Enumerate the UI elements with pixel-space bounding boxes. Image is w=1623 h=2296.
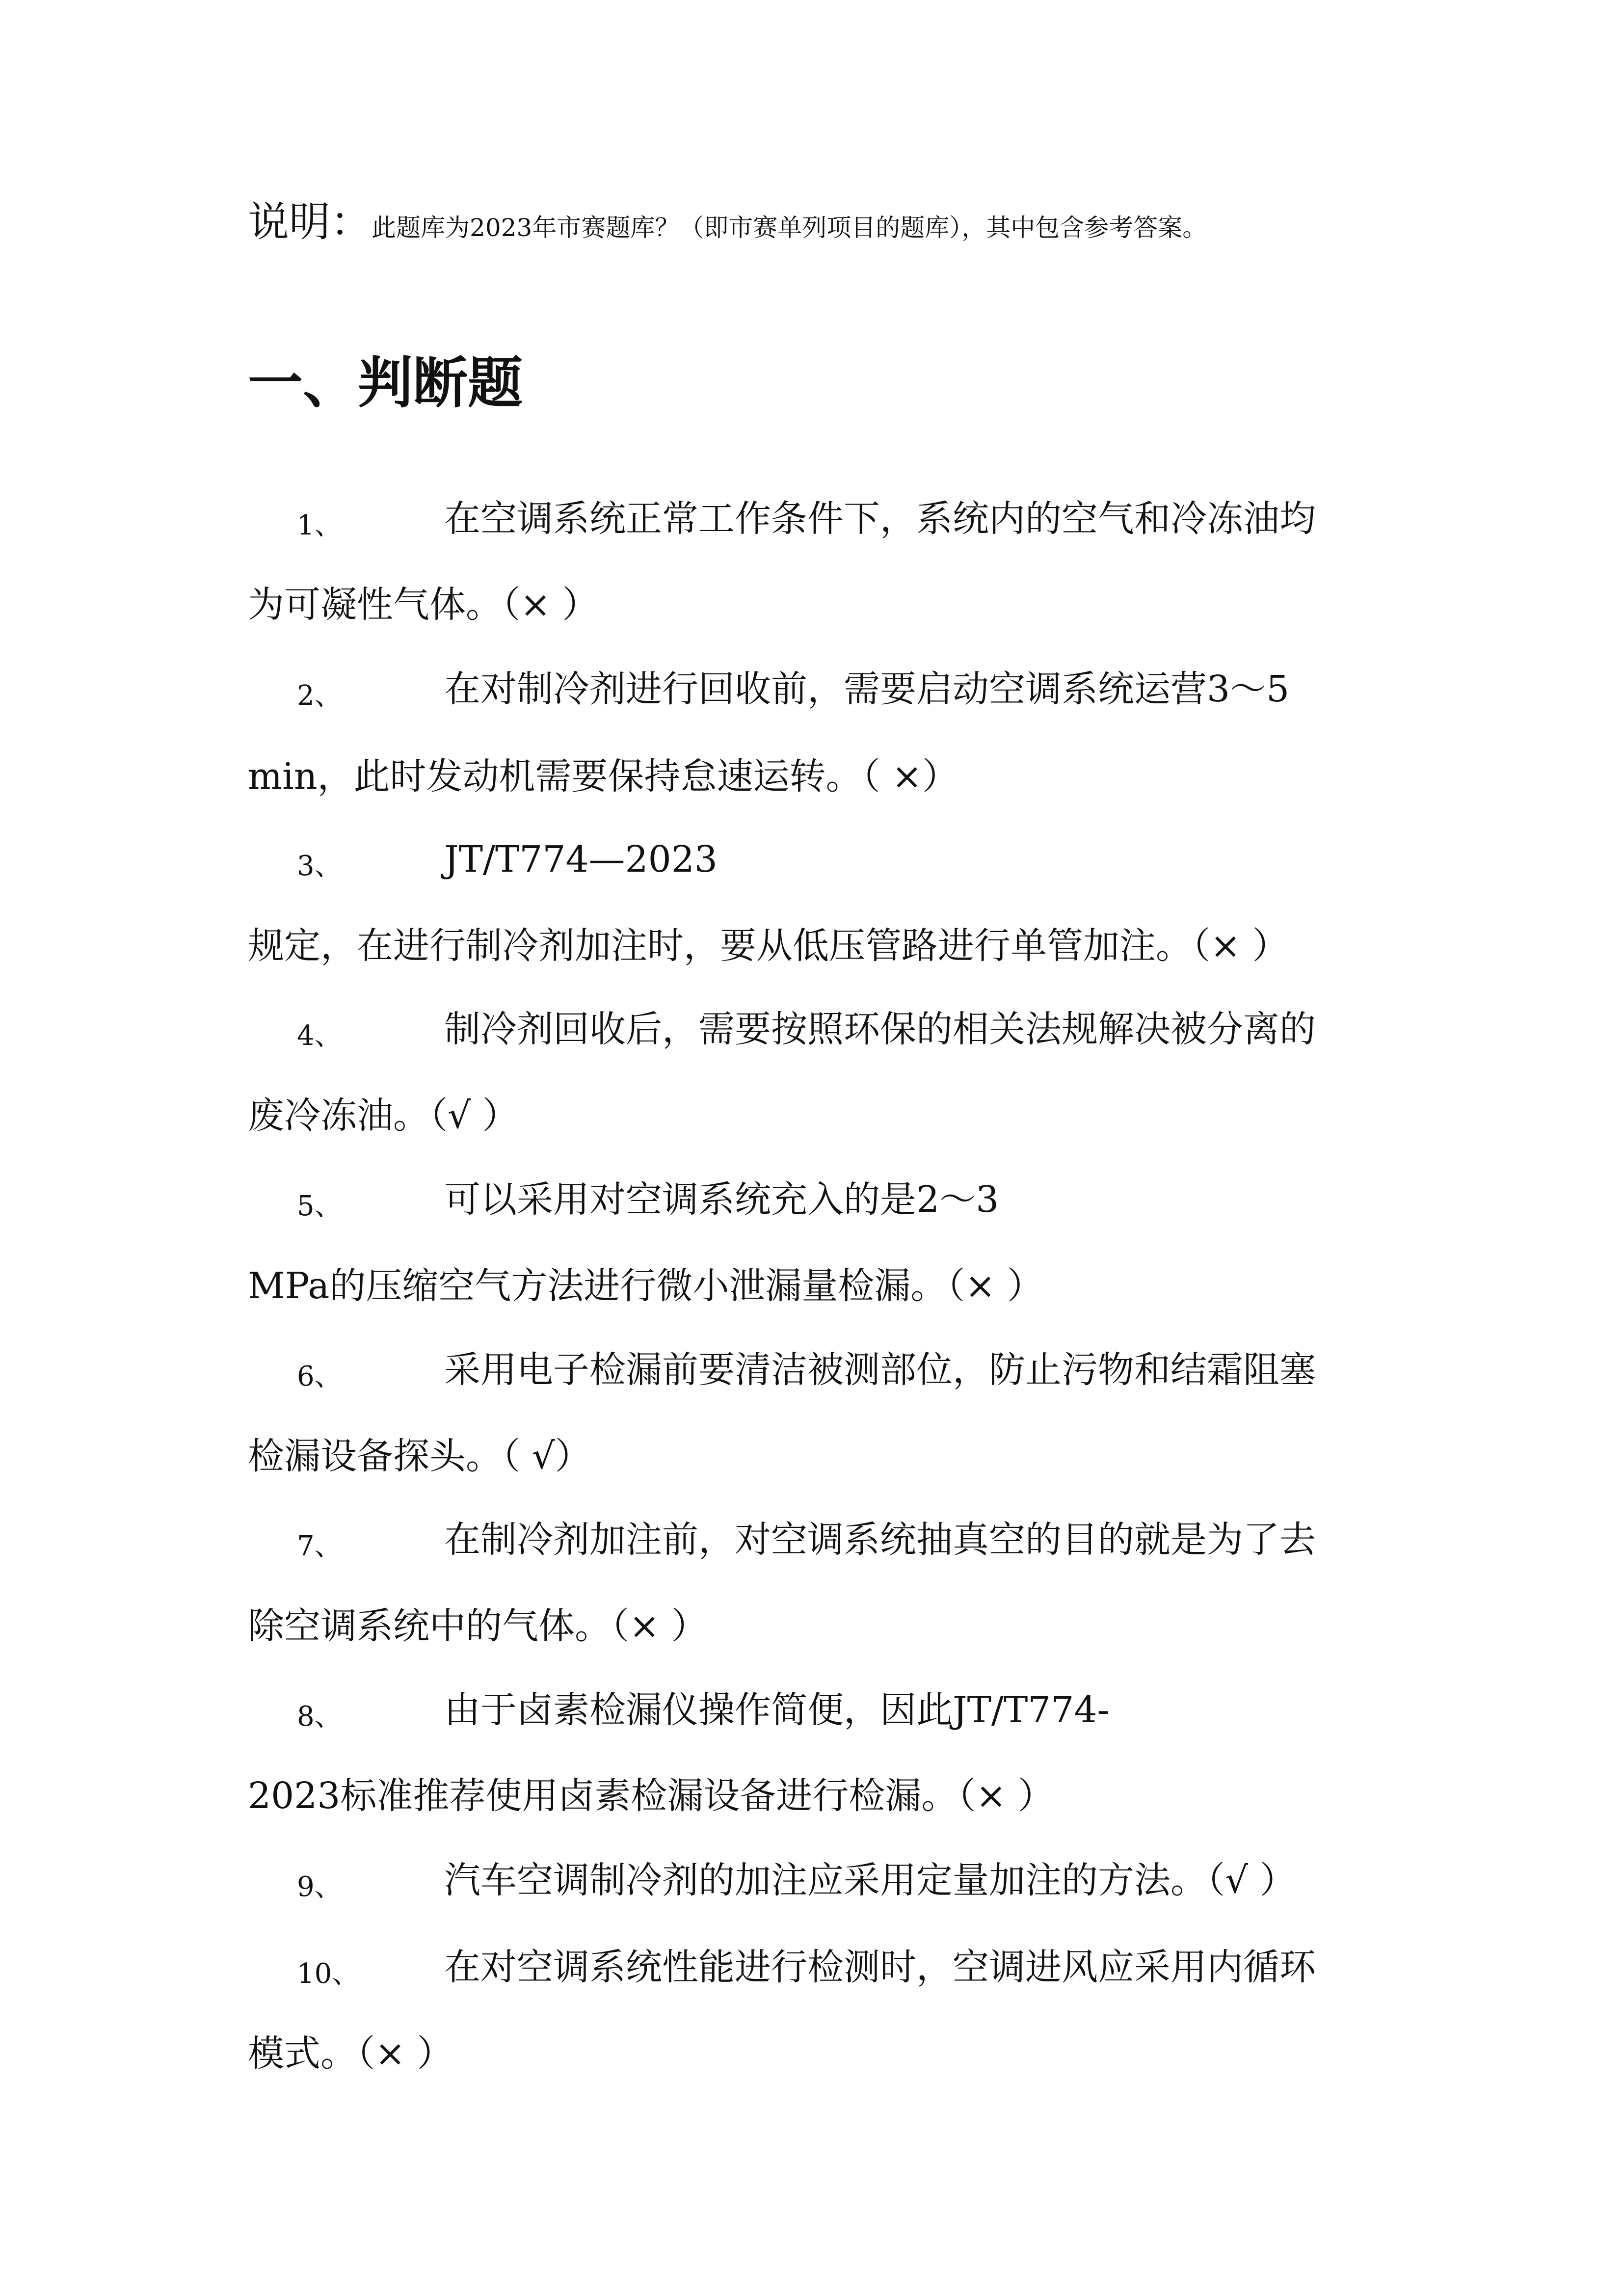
question-text-continued: 2023标准推荐使用卤素检漏设备进行检漏。（× ） <box>248 1775 1054 1817</box>
question-text-continued: MPa的压缩空气方法进行微小泄漏量检漏。（× ） <box>248 1265 1043 1307</box>
question-number: 10、 <box>297 1958 360 1990</box>
question-text: 汽车空调制冷剂的加注应采用定量加注的方法。（√ ） <box>444 1859 1296 1901</box>
note-label: 说明： <box>248 198 372 246</box>
question-number: 4、 <box>297 1020 342 1052</box>
question-text: 在对制冷剂进行回收前，需要启动空调系统运营3～5 <box>444 668 1290 710</box>
section-title: 一、判断题 <box>248 351 523 415</box>
question-text: 在空调系统正常工作条件下，系统内的空气和冷冻油均 <box>444 498 1316 540</box>
question-number: 6、 <box>297 1361 342 1392</box>
question-text-continued: 为可凝性气体。（× ） <box>248 584 599 626</box>
question-text: 可以采用对空调系统充入的是2～3 <box>444 1178 999 1221</box>
question-text-continued: 规定，在进行制冷剂加注时，要从低压管路进行单管加注。（× ） <box>248 925 1289 967</box>
question-text: 采用电子检漏前要清洁被测部位，防止污物和结霜阻塞 <box>444 1349 1316 1391</box>
question-text-continued: 模式。（× ） <box>248 2032 453 2075</box>
question-text-continued: 除空调系统中的气体。（× ） <box>248 1605 708 1647</box>
question-number: 2、 <box>297 680 342 712</box>
question-text-continued: 废冷冻油。（√ ） <box>248 1095 519 1137</box>
question-number: 8、 <box>297 1701 342 1733</box>
question-number: 7、 <box>297 1530 342 1562</box>
question-text-continued: min，此时发动机需要保持怠速运转。（ ×） <box>248 755 959 798</box>
question-text: 在制冷剂加注前，对空调系统抽真空的目的就是为了去 <box>444 1519 1316 1561</box>
note-text: 此题库为2023年市赛题库？（即市赛单列项目的题库），其中包含参考答案。 <box>372 214 1207 242</box>
question-text: 在对空调系统性能进行检测时，空调进风应采用内循环 <box>444 1946 1316 1988</box>
question-text-continued: 检漏设备探头。（ √） <box>248 1435 591 1477</box>
question-number: 1、 <box>297 509 342 541</box>
question-number: 5、 <box>297 1190 342 1222</box>
question-text: 由于卤素检漏仪操作简便，因此JT/T774- <box>444 1689 1110 1731</box>
question-number: 9、 <box>297 1871 342 1903</box>
question-text: 制冷剂回收后，需要按照环保的相关法规解决被分离的 <box>444 1008 1316 1050</box>
question-number: 3、 <box>297 850 342 882</box>
note-paragraph <box>248 198 1207 246</box>
question-text: JT/T774—2023 <box>444 838 718 881</box>
